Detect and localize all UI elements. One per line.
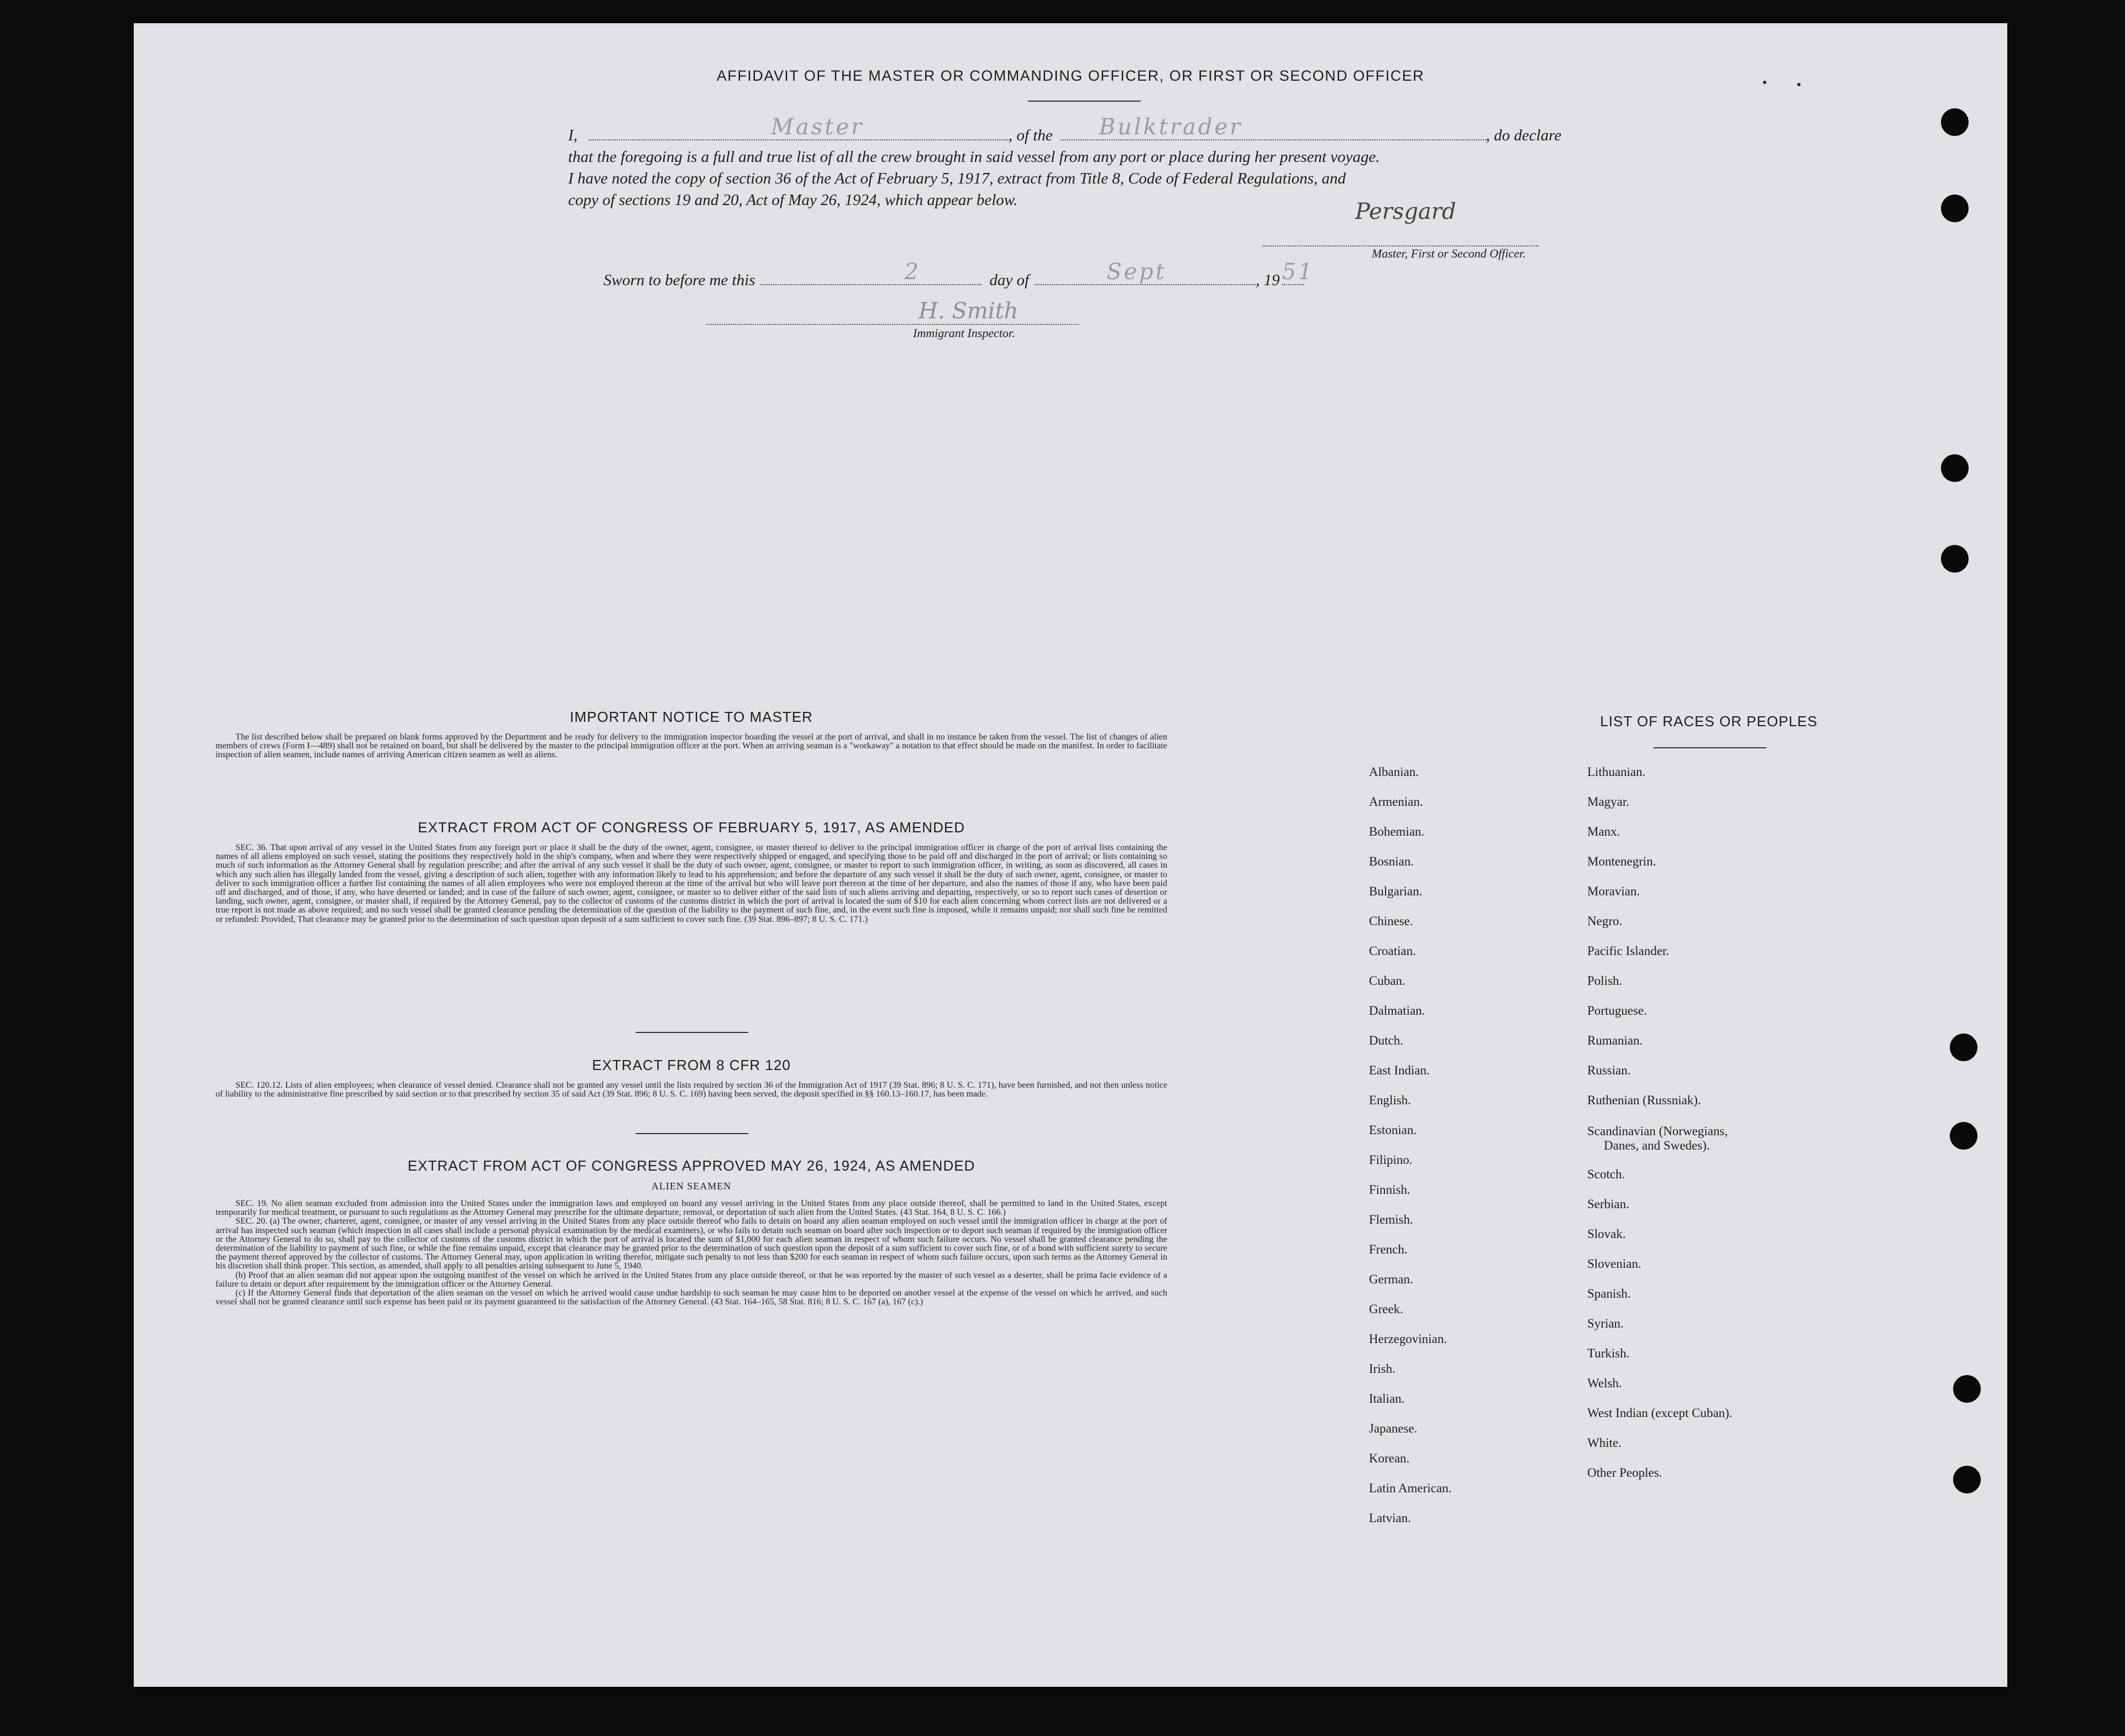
race-item: Rumanian.: [1587, 1034, 1643, 1047]
extract-cfr-heading: EXTRACT FROM 8 CFR 120: [592, 1057, 791, 1073]
declarant-prefix: I,: [568, 127, 578, 144]
race-item: Pacific Islander.: [1587, 944, 1670, 958]
race-item: Scandinavian (Norwegians,: [1587, 1124, 1728, 1138]
punch-hole: [1941, 454, 1969, 482]
race-item: French.: [1369, 1242, 1408, 1256]
race-item: White.: [1587, 1436, 1622, 1450]
race-item: Croatian.: [1369, 944, 1416, 958]
day-of-label: day of: [989, 271, 1030, 289]
race-item: Manx.: [1587, 825, 1620, 838]
affidavit-line-4: copy of sections 19 and 20, Act of May 26, 1924, which appear below.: [568, 191, 1018, 209]
section-120-paragraph: SEC. 120.12. Lists of alien employees; when clearance of vessel denied. Clearance shall not be granted any vessel until the lists required by section 36 of the Immigration Act of 1917 (39 Stat. 896; 8 U. S. C. 171), have been furnished, and not then unless notice of liability to the administrative fine prescribed by said section or to that prescribed by section 35 of said Act (39 Stat. 896; 8 U. S. C. 169) having been served, the deposit specified in §§ 160.13–160.17, has been made.: [216, 1081, 1167, 1099]
notice-heading: IMPORTANT NOTICE TO MASTER: [570, 709, 813, 725]
race-item: Cuban.: [1369, 974, 1405, 988]
of-the-label: , of the: [1008, 127, 1053, 144]
race-item: Ruthenian (Russniak).: [1587, 1093, 1701, 1107]
race-item: West Indian (except Cuban).: [1587, 1406, 1733, 1420]
punch-hole: [1953, 1466, 1981, 1493]
race-item: Albanian.: [1369, 765, 1419, 779]
punch-hole: [1950, 1122, 1977, 1150]
races-column-1: [1369, 757, 1451, 1533]
races-rule: [1654, 747, 1766, 748]
form-sheet: [134, 23, 2007, 1687]
sworn-line: [604, 259, 1543, 291]
affidavit-line-1: [568, 114, 1622, 146]
month-handwriting: Sept: [1106, 259, 1167, 285]
race-item: Bohemian.: [1369, 825, 1425, 838]
race-item: Slovenian.: [1587, 1257, 1641, 1271]
race-item: Finnish.: [1369, 1183, 1410, 1197]
name-handwriting: Master: [770, 114, 864, 140]
race-item: Latin American.: [1369, 1481, 1452, 1495]
alien-seamen-subheading: ALIEN SEAMEN: [651, 1181, 732, 1192]
sworn-prefix: Sworn to before me this: [604, 271, 755, 289]
race-item: Bosnian.: [1369, 854, 1414, 868]
race-item: Magyar.: [1587, 795, 1630, 809]
race-item: Slovak.: [1587, 1227, 1626, 1241]
extract-cfr-text: [216, 1081, 1167, 1099]
race-item: Dalmatian.: [1369, 1004, 1425, 1018]
extract-1924-text: [216, 1199, 1167, 1307]
race-item: Korean.: [1369, 1451, 1410, 1465]
name-field: [589, 114, 1009, 140]
punch-hole: [1941, 545, 1969, 573]
section-19-paragraph: SEC. 19. No alien seaman excluded from admission into the United States under the immigration laws and employed on board any vessel arriving in the United States from any place outside thereof, shall be permitted to land in the United States, except temporarily for medical treatment, or pursuant to such regulations as the Attorney General may prescribe for the ultimate departure, removal, or deportation of such alien from the United States. (43 Stat. 164, 8 U. S. C. 166.): [216, 1199, 1167, 1218]
inspector-signature: H. Smith: [919, 298, 1019, 324]
year-handwriting: 51: [1282, 259, 1315, 285]
race-item: Spanish.: [1587, 1287, 1631, 1300]
race-item: Welsh.: [1587, 1376, 1622, 1390]
race-item: Negro.: [1587, 914, 1623, 928]
race-item: Montenegrin.: [1587, 854, 1656, 868]
race-item: Syrian.: [1587, 1317, 1624, 1330]
race-item: Bulgarian.: [1369, 884, 1423, 898]
section-20a-paragraph: SEC. 20. (a) The owner, charterer, agent, consignee, or master of any vessel arriving in the United States from any place outside thereof who fails to detain on board any alien seaman employed on such vessel until the immigration officer in charge at the port of arrival has inspected such seaman (which inspection in all cases shall include a personal physical examination by the medical examiners), or who fails to detain such seaman on board after such inspection or to deport such seaman if required by the immigration officer or the Attorney General to do so, shall pay to the collector of customs of the customs district in which the port of arrival is located the sum of $1,000 for each alien seaman in respect of whom such failure occurs. No vessel shall be granted clearance pending the determination of the liability to payment of such fine, or while the fine remains unpaid, except that clearance may be granted prior to the determination of such question upon the deposit of a sum sufficient to cover such fine, or of a bond with sufficient surety to secure the payment thereof approved by the collector of customs. The Attorney General may, upon application in writing therefor, mitigate such penalty to not less than $200 for each seaman in respect of whom such failure occurs, upon such terms as the Attorney General in his discretion shall think proper. This section, as amended, shall apply to all penalties arising subsequent to June 5, 1940.: [216, 1216, 1167, 1271]
inspector-caption: Immigrant Inspector.: [913, 326, 1015, 340]
notice-text: [216, 733, 1167, 760]
extract-rule-1: [636, 1032, 748, 1033]
affidavit-title: AFFIDAVIT OF THE MASTER OR COMMANDING OFFICER, OR FIRST OR SECOND OFFICER: [716, 67, 1425, 84]
affidavit-line-2: that the foregoing is a full and true list of all the crew brought in said vessel from any port or place during her present voyage.: [568, 148, 1380, 166]
races-column-2: [1587, 757, 1733, 1488]
race-item: Latvian.: [1369, 1511, 1411, 1525]
affidavit-line-3: I have noted the copy of section 36 of the Act of February 5, 1917, extract from Title 8, Code of Federal Regulations, and: [568, 170, 1346, 187]
section-36-paragraph: SEC. 36. That upon arrival of any vessel in the United States from any foreign port or place it shall be the duty of the owner, agent, consignee, or master thereof to deliver to the principal immigration officer in charge of the port of arrival lists containing the names of all aliens employed on such vessel, stating the positions they respectively hold in the ship's company, when and where they were respectively shipped or engaged, and specifying those to be paid off and discharged in the port of arrival; or lists containing so much of such information as the Attorney General shall by regulation prescribe; and after the arrival of any such vessel it shall be the duty of such owner, agent, consignee, or master to report to such immigration officer, in writing, as soon as discovered, all cases in which any such alien has illegally landed from the vessel, giving a description of such alien, together with any information likely to lead to his apprehension; and before the departure of any such vessel it shall be the duty of such owner, agent, consignee, or master to deliver to such immigration officer a further list containing the names of all alien employees who were not employed thereon at the time of the arrival but who will leave port thereon at the time of her departure, and also the names of those if any, who have been paid off and discharged, and of those, if any, who have deserted or landed; and in case of the failure of such owner, agent, consignee, or master so to deliver either of the said lists of such aliens arriving and departing, respectively, or so to report such cases of desertion or landing, such owner, agent, consignee, or master shall, if required by the Attorney General, pay to the collector of customs of the customs district in which the port of arrival is located the sum of $10 for each alien concerning whom correct lists are not delivered or a true report is not made as above required; and no such vessel shall be granted clearance pending the determination of the question of the liability to the payment of such fine, and, in the event such fine is imposed, while it remains unpaid; nor shall such fine be remitted or refunded: Provided, That clearance may be granted prior to the determination of such question upon deposit of a sum sufficient to cover such fine. (39 Stat. 896–897; 8 U. S. C. 171.): [216, 843, 1167, 924]
race-item: Portuguese.: [1587, 1004, 1647, 1018]
race-item: Other Peoples.: [1587, 1466, 1662, 1480]
race-item: English.: [1369, 1093, 1412, 1107]
master-signature: Persgard: [1355, 199, 1456, 224]
vessel-handwriting: Bulktrader: [1099, 114, 1243, 140]
year-prefix: , 19: [1256, 271, 1280, 289]
race-item: Filipino.: [1369, 1153, 1413, 1167]
race-item: Dutch.: [1369, 1034, 1403, 1047]
affidavit-statement: [568, 114, 1622, 211]
race-item: Irish.: [1369, 1362, 1395, 1376]
signature-caption: Master, First or Second Officer.: [1372, 246, 1526, 260]
month-field: [1035, 259, 1256, 285]
notice-paragraph: The list described below shall be prepared on blank forms approved by the Department and be ready for delivery to the immigration inspector boarding the vessel at the port of arrival, and shall in no instance be taken from the vessel. The list of changes of alien members of crews (Form I—489) shall not be retained on board, but shall be delivered by the master to the principal immigration officer at the port. When an arriving seaman is a "workaway" a notation to that effect should be made on the manifest. In order to facilitate inspection of alien seamen, include names of arriving American citizen seamen as well as aliens.: [216, 732, 1167, 760]
race-item: Japanese.: [1369, 1422, 1418, 1435]
races-heading: LIST OF RACES OR PEOPLES: [1600, 713, 1818, 730]
race-item: Turkish.: [1587, 1346, 1630, 1360]
race-item: Danes, and Swedes).: [1604, 1139, 1710, 1152]
punch-hole: [1941, 195, 1969, 222]
race-item: Chinese.: [1369, 914, 1413, 928]
section-20b-paragraph: (b) Proof that an alien seaman did not appear upon the outgoing manifest of the vessel on which he arrived in the United States from any place outside thereof, or that he was reported by the master of such vessel as a deserter, shall be prima facie evidence of a failure to detain or deport after requirement by the immigration officer or the Attorney General.: [216, 1270, 1167, 1289]
section-20c-paragraph: (c) If the Attorney General finds that deportation of the alien seaman on the vessel on which he arrived would cause undue hardship to such seaman he may cause him to be deported on another vessel at the expense of the vessel on which he arrived, and such vessel shall not be granted clearance until such expense has been paid or its payment guaranteed to the satisfaction of the Attorney General. (43 Stat. 164–165, 58 Stat. 816; 8 U. S. C. 167 (a), 167 (c).): [216, 1288, 1167, 1307]
race-item: East Indian.: [1369, 1063, 1430, 1077]
race-item: Lithuanian.: [1587, 765, 1646, 779]
race-item: Russian.: [1587, 1063, 1631, 1077]
race-item: Scotch.: [1587, 1167, 1625, 1181]
race-item: Herzegovinian.: [1369, 1332, 1447, 1346]
extract-1917-heading: EXTRACT FROM ACT OF CONGRESS OF FEBRUARY 5, 1917, AS AMENDED: [418, 819, 965, 836]
punch-hole: [1953, 1375, 1981, 1403]
race-item: Polish.: [1587, 974, 1623, 988]
vessel-field: [1061, 114, 1486, 140]
declare-label: , do declare: [1486, 127, 1562, 144]
ink-speck: [1763, 81, 1766, 84]
year-field: [1282, 259, 1315, 285]
extract-1917-text: [216, 843, 1167, 924]
day-field: [760, 259, 982, 285]
race-item: Serbian.: [1587, 1197, 1630, 1211]
punch-hole: [1950, 1034, 1977, 1061]
race-item: Greek.: [1369, 1302, 1403, 1316]
race-item: Estonian.: [1369, 1123, 1417, 1137]
day-handwriting: 2: [904, 259, 921, 285]
extract-rule-2: [636, 1133, 748, 1134]
race-item: German.: [1369, 1272, 1413, 1286]
title-rule: [1028, 101, 1141, 102]
punch-hole: [1941, 108, 1969, 136]
inspector-line: [706, 324, 1079, 325]
race-item: Armenian.: [1369, 795, 1423, 809]
extract-1924-heading: EXTRACT FROM ACT OF CONGRESS APPROVED MAY 26, 1924, AS AMENDED: [407, 1157, 975, 1174]
race-item: Moravian.: [1587, 884, 1640, 898]
race-item: Italian.: [1369, 1392, 1405, 1405]
race-item: Flemish.: [1369, 1213, 1413, 1226]
ink-speck: [1797, 83, 1801, 86]
